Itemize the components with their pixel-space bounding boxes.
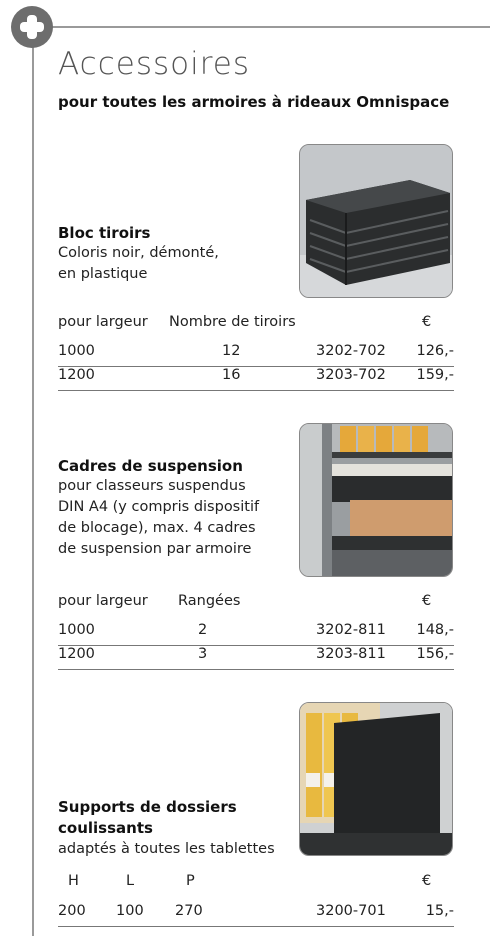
product-name-supports-dossiers: Supports de dossiers coulissants — [58, 798, 237, 837]
product-name-bloc-tiroirs: Bloc tiroirs — [58, 224, 151, 242]
suspension-frame-photo — [299, 423, 453, 577]
page-subtitle: pour toutes les armoires à rideaux Omnispace — [58, 93, 450, 111]
plus-circle-icon — [10, 5, 54, 49]
table-header: pour largeur Nombre de tiroirs € — [58, 314, 432, 330]
file-support-photo — [299, 702, 453, 856]
table-header: pour largeur Rangées € — [58, 593, 432, 609]
table-header: H L P € — [68, 873, 432, 889]
page-title: Accessoires — [58, 46, 250, 82]
product-desc-cadres-suspension: pour classeurs suspendus DIN A4 (y compris dispositif de blocage), max. 4 cadres de suspension par armoire — [58, 478, 260, 557]
product-desc-bloc-tiroirs: Coloris noir, démonté, en plastique — [58, 245, 219, 282]
table-supports-dossiers — [58, 873, 454, 927]
table-cadres-suspension — [58, 593, 454, 670]
table-row: 200 100 270 3200-701 15,- — [58, 903, 454, 927]
product-desc-supports-dossiers: adaptés à toutes les tablettes — [58, 841, 275, 857]
table-bloc-tiroirs — [58, 314, 454, 391]
table-row: 1200 3 3203-811 156,- — [58, 646, 454, 670]
table-row: 1000 12 3202-702 126,- — [58, 343, 454, 367]
drawer-block-photo — [299, 144, 453, 298]
table-row: 1000 2 3202-811 148,- — [58, 622, 454, 646]
product-name-cadres-suspension: Cadres de suspension — [58, 457, 243, 475]
top-rule — [50, 26, 490, 28]
left-rule — [32, 28, 34, 936]
table-row: 1200 16 3203-702 159,- — [58, 367, 454, 391]
